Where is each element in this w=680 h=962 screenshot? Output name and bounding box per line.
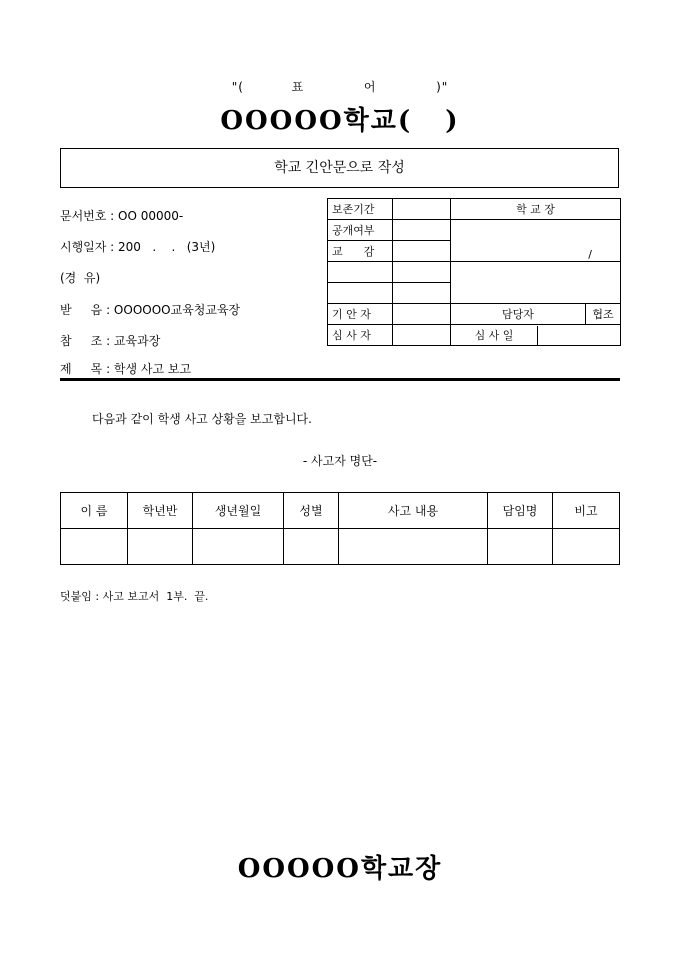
cooperation-label: 협조	[586, 304, 621, 325]
via-field: (경 유)	[60, 271, 101, 285]
recipient-field: 받 음 : OOOOOO교육청교육장	[60, 303, 241, 317]
approval-table	[327, 198, 621, 346]
header-birthdate: 생년월일	[193, 493, 284, 529]
header-gender: 성별	[284, 493, 339, 529]
review-date-label: 심 사 일	[451, 326, 538, 345]
instruction-box: 학교 긴안문으로 작성	[60, 148, 619, 188]
blank-cell-3	[328, 283, 393, 304]
attachment-note: 덧붙임 : 사고 보고서 1부. 끝.	[60, 590, 209, 603]
body-text: 다음과 같이 학생 사고 상황을 보고합니다.	[92, 412, 312, 426]
list-title: - 사고자 명단-	[302, 454, 378, 468]
slash-mark: /	[588, 248, 592, 261]
reviewer-value	[393, 325, 451, 346]
doc-number-field: 문서번호 : OO 00000-	[60, 209, 184, 223]
issue-date-field: 시행일자 : 200 . . (3년)	[60, 240, 216, 254]
drafter-value	[393, 304, 451, 325]
disclosure-value	[393, 220, 451, 241]
header-divider	[60, 378, 620, 381]
header-class: 학년반	[128, 493, 193, 529]
header-note-word2: 어	[363, 80, 377, 94]
principal-sign-area	[451, 220, 621, 262]
blank-cell-1	[328, 262, 393, 283]
table-cell	[193, 529, 284, 565]
retention-value	[393, 199, 451, 220]
table-row	[61, 529, 620, 565]
table-header-row	[61, 493, 620, 529]
person-in-charge-label: 담당자	[451, 304, 586, 325]
table-cell	[284, 529, 339, 565]
sign-area-2	[451, 262, 621, 304]
header-note	[0, 78, 680, 95]
disclosure-label: 공개여부	[328, 220, 393, 241]
table-cell	[488, 529, 553, 565]
reviewer-label: 심 사 자	[328, 325, 393, 346]
accident-list-table	[60, 492, 620, 565]
header-accident: 사고 내용	[339, 493, 488, 529]
header-note-word1: 표	[291, 80, 305, 94]
blank-cell-4	[393, 283, 451, 304]
principal-label: 학 교 장	[451, 199, 621, 220]
subject-field: 제 목 : 학생 사고 보고	[60, 362, 192, 376]
table-cell	[128, 529, 193, 565]
review-date-cell	[451, 325, 621, 346]
header-note-open: "(	[231, 80, 244, 94]
header-name: 이 름	[61, 493, 128, 529]
table-cell	[339, 529, 488, 565]
retention-label: 보존기간	[328, 199, 393, 220]
header-note: 비고	[553, 493, 620, 529]
vice-principal-value	[393, 241, 451, 262]
table-cell	[61, 529, 128, 565]
blank-cell-2	[393, 262, 451, 283]
header-teacher: 담임명	[488, 493, 553, 529]
reference-field: 참 조 : 교육과장	[60, 334, 161, 348]
review-date-value	[538, 326, 620, 345]
document-title: OOOOO학교( )	[220, 106, 460, 136]
drafter-label: 기 안 자	[328, 304, 393, 325]
footer-signature: OOOOO학교장	[237, 854, 443, 884]
table-cell	[553, 529, 620, 565]
header-note-close: )"	[436, 80, 449, 94]
vice-principal-label: 교 감	[328, 241, 393, 262]
